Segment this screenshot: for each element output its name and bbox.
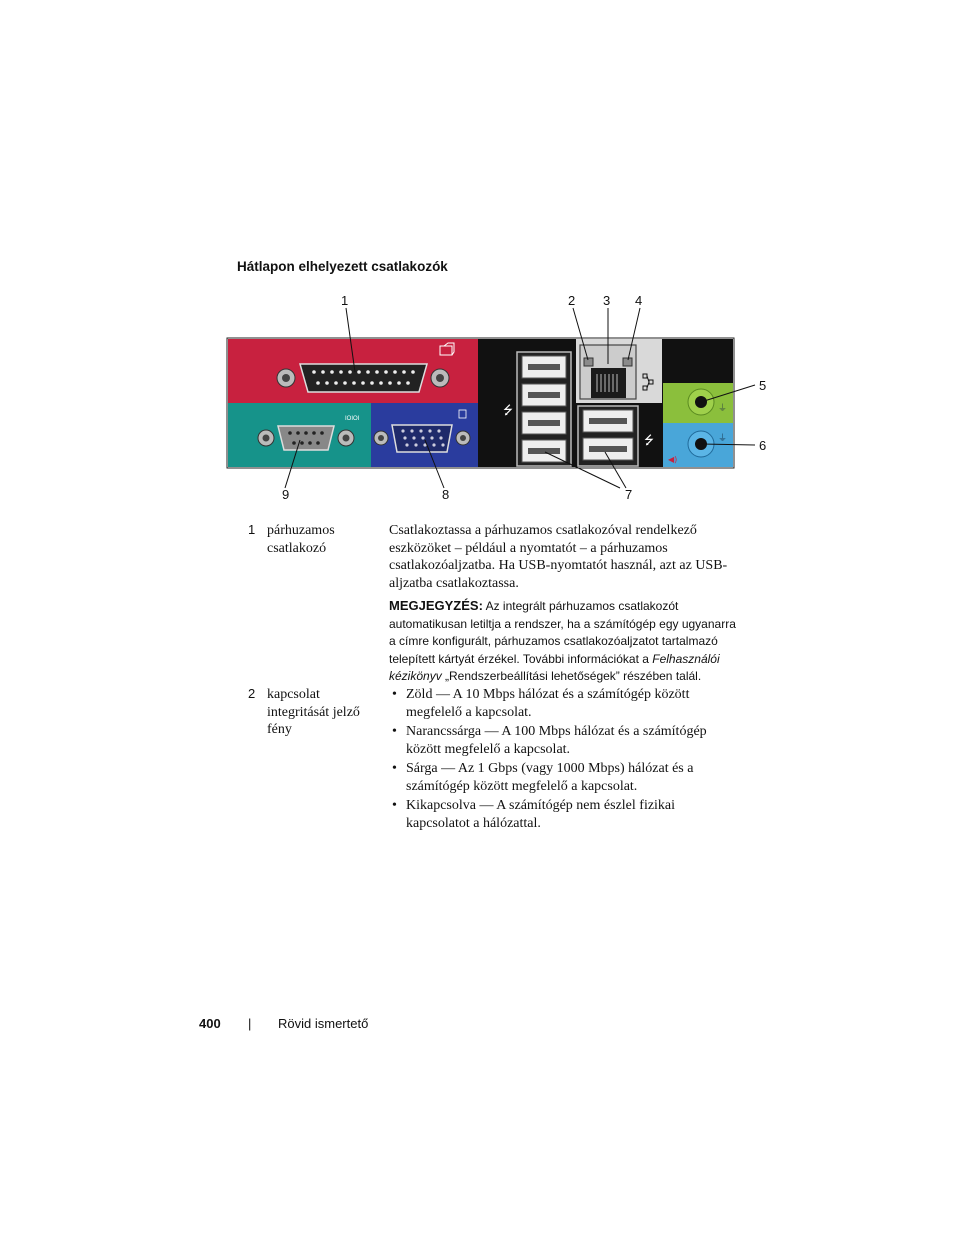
note <box>389 597 740 686</box>
usb-ports-left <box>517 352 571 466</box>
line-in-icon: ⏚ <box>718 404 728 414</box>
serial-icon: IOIOI <box>345 416 360 422</box>
footer-title: Rövid ismertető <box>278 1016 369 1031</box>
callout-9: 9 <box>282 487 290 502</box>
callout-7: 7 <box>625 487 633 502</box>
row-number: 1 <box>248 522 256 537</box>
audio-top <box>663 339 733 383</box>
usb-icon: ⭍ <box>503 403 513 417</box>
callout-1: 1 <box>341 293 349 308</box>
table-row <box>240 522 740 686</box>
callout-3: 3 <box>603 293 611 308</box>
row-term: párhuzamos csatlakozó <box>267 523 335 556</box>
speaker-icon: ◀) <box>668 455 678 464</box>
list-item: • Kikapcsolva — A számítógép nem észlel fizikai kapcsolatot a hálózattal. <box>389 797 740 832</box>
back-panel-figure <box>0 0 954 520</box>
status-light-list <box>389 686 740 832</box>
usb-icon-right: ⭍ <box>644 433 654 447</box>
list-item: • Sárga — Az 1 Gbps (vagy 1000 Mbps) hálózat és a számítógép között megfelelő a kapcsolat. <box>389 760 740 795</box>
callout-6: 6 <box>759 438 767 453</box>
note-label: MEGJEGYZÉS: <box>389 598 483 613</box>
list-item: • Zöld — A 10 Mbps hálózat és a számítógép között megfelelő a kapcsolat. <box>389 686 740 721</box>
page-footer <box>199 1016 369 1031</box>
callout-4: 4 <box>635 293 643 308</box>
note-text-end: „Rendszerbeállítási lehetőségek” részében talál. <box>441 669 702 683</box>
link-integrity-light <box>584 358 593 366</box>
footer-separator: | <box>248 1016 252 1031</box>
row-description: Csatlakoztassa a párhuzamos csatlakozóval rendelkező eszközöket – például a nyomtatót – a párhuzamos csatlakozóaljzatba. Ha USB-nyomtatót használ, azt az USB-aljzatba csatlakoztassa. <box>389 523 728 591</box>
line-out-icon: ⏚ <box>718 434 728 444</box>
callout-8: 8 <box>442 487 450 502</box>
row-number: 2 <box>248 686 256 701</box>
callout-5: 5 <box>759 378 767 393</box>
row-term: kapcsolat integritását jelző fény <box>267 687 360 737</box>
callout-2: 2 <box>568 293 576 308</box>
table-row <box>240 686 740 832</box>
section-heading: Hátlapon elhelyezett csatlakozók <box>237 259 448 274</box>
network-activity-light <box>623 358 632 366</box>
note-text: Az integrált párhuzamos csatlakozót automatikusan letiltja a rendszer, ha a számítógép egy ugyanarra a címre konfigurált, párhuzamos csatlakozóaljzatot tartalmazó telepített kártyát érzékel. További információkat a <box>389 599 736 666</box>
note-italic: Felhasználói kézikönyv <box>389 651 720 683</box>
page-number: 400 <box>199 1016 221 1031</box>
list-item: • Narancssárga — A 100 Mbps hálózat és a számítógép között megfelelő a kapcsolat. <box>389 723 740 758</box>
